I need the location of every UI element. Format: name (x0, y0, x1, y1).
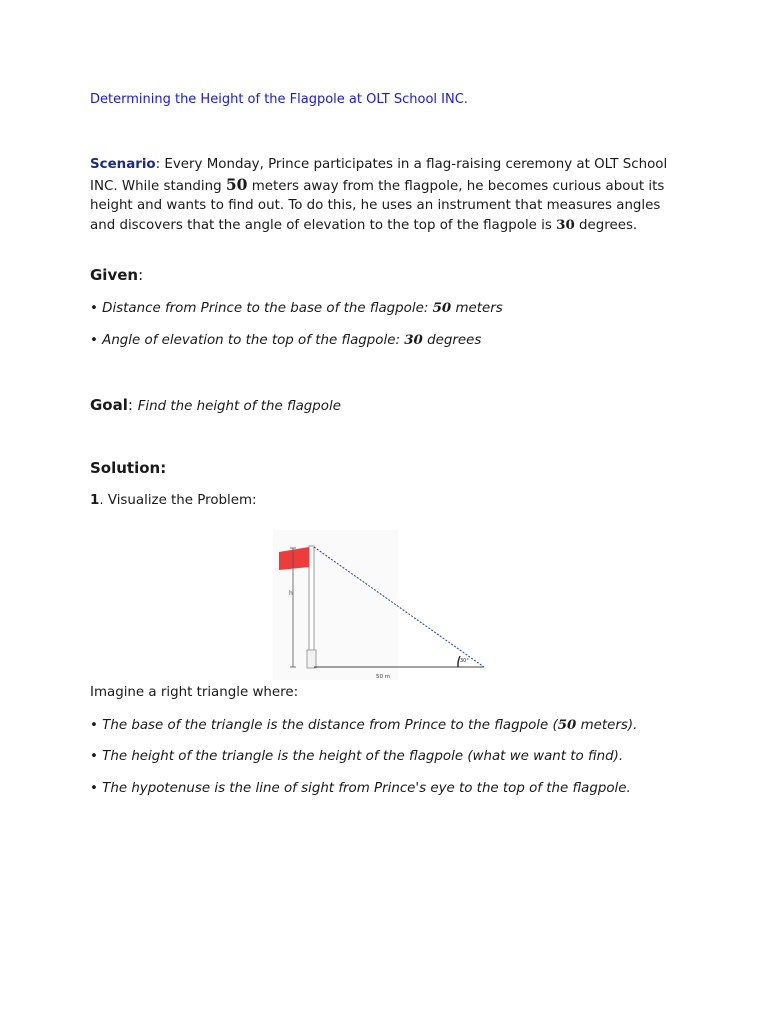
given-item-angle (90, 332, 481, 348)
solution-step-1 (90, 493, 257, 508)
given-heading (90, 266, 143, 284)
height-label: h (289, 590, 293, 597)
imagine-text: Imagine a right triangle where: (90, 685, 299, 700)
flagpole-diagram (273, 530, 488, 682)
triangle-bullet-prefix: • The base of the triangle is the distance from Prince to the flagpole ( (90, 718, 558, 733)
triangle-bullet-text: • The height of the triangle is the height of the flagpole (what we want to find). (90, 749, 624, 764)
scenario-angle: 30 (556, 216, 575, 233)
scenario-distance: 50 (225, 174, 248, 194)
given-heading-colon: : (138, 266, 144, 284)
given-heading-label: Given (90, 266, 139, 284)
given-item-suffix: degrees (422, 333, 482, 348)
step-number: 1 (90, 493, 100, 508)
goal-heading-colon: : (127, 396, 138, 414)
scenario-paragraph (90, 155, 680, 235)
given-item-distance (90, 300, 503, 316)
angle-label: 30° (460, 658, 469, 664)
scenario-label: Scenario (90, 157, 156, 172)
triangle-bullet-value: 50 (557, 717, 577, 733)
scenario-text-3: degrees. (574, 217, 638, 233)
solution-heading: Solution: (90, 459, 167, 477)
step-text: . Visualize the Problem: (99, 493, 257, 508)
given-item-value: 50 (432, 300, 452, 316)
base-label: 50 m (376, 674, 391, 680)
triangle-bullet-suffix: meters). (576, 718, 638, 733)
triangle-bullet-height (90, 749, 623, 764)
given-item-suffix: meters (451, 301, 503, 316)
triangle-bullet-text: • The hypotenuse is the line of sight from Prince's eye to the top of the flagpole. (90, 781, 631, 796)
goal-text: Find the height of the flagpole (137, 399, 341, 414)
given-item-prefix: • Angle of elevation to the top of the flagpole: (90, 333, 405, 348)
triangle-figure (273, 530, 488, 682)
triangle-bullet-hypotenuse (90, 781, 631, 796)
document-title: Determining the Height of the Flagpole at OLT School INC. (90, 92, 468, 107)
goal-heading (90, 396, 341, 414)
scenario-text-2: meters away from the flagpole, he becomes curious about its height and wants to find out. To do this, he uses an instrument that measures angles and discovers that the angle of elevation to the top of the flagpole is (90, 178, 665, 233)
goal-heading-label: Goal (90, 396, 128, 414)
given-item-value: 30 (404, 332, 423, 348)
scenario-text-1: : Every Monday, Prince participates in a flag-raising ceremony at OLT School INC. While standing (90, 157, 668, 194)
given-item-prefix: • Distance from Prince to the base of the flagpole: (90, 301, 433, 316)
triangle-bullet-base (90, 717, 637, 733)
pole-base (307, 650, 316, 668)
